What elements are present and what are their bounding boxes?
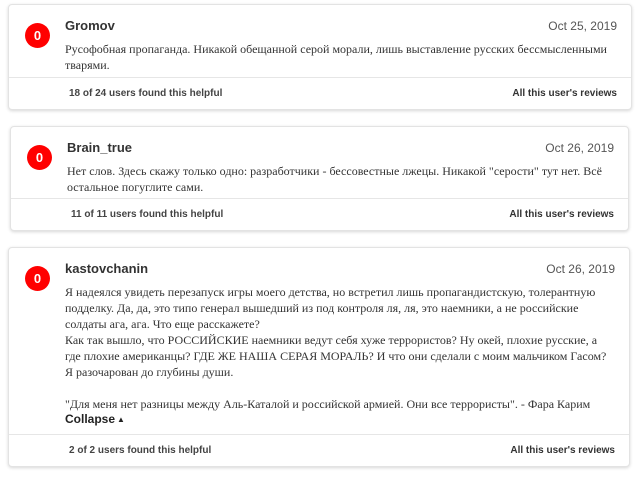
review-footer xyxy=(11,198,628,230)
score-badge: 0 xyxy=(25,23,50,48)
review-date: Oct 26, 2019 xyxy=(545,141,614,155)
all-user-reviews-link[interactable]: All this user's reviews xyxy=(510,445,615,456)
caret-up-icon: ▲ xyxy=(117,415,125,424)
review-date: Oct 25, 2019 xyxy=(548,19,617,33)
review-author[interactable]: Brain_true xyxy=(67,140,133,155)
helpful-count: 18 of 24 users found this helpful xyxy=(69,88,223,99)
review-author[interactable]: kastovchanin xyxy=(65,261,149,276)
score-badge: 0 xyxy=(25,266,50,291)
review-card xyxy=(8,4,632,110)
helpful-count: 11 of 11 users found this helpful xyxy=(71,209,224,220)
review-body: Я надеялся увидеть перезапуск игры моего детства, но встретил лишь пропагандистскую, толерантную подделку. Да, да, это типо генерал вышедший из под контроля ля, ля, это наемники, а не российские солдаты ага, ага. Что еще расскажете? Как так вышло, что РОССИЙСКИЕ наемники ведут себя хуже террористов? Ну окей, плохие русские, а где плохие американцы? ГДЕ ЖЕ НАША СЕРАЯ МОРАЛЬ? И что они сделали с моим мальчиком Гасом? Я разочарован до глубины души. "Для меня нет разницы между Аль-Каталой и российской армией. Они все террористы". - Фара Карим xyxy=(65,285,607,411)
all-user-reviews-link[interactable]: All this user's reviews xyxy=(509,209,614,220)
review-card xyxy=(10,126,629,231)
collapse-button[interactable] xyxy=(65,412,125,426)
score-badge: 0 xyxy=(27,145,52,170)
review-footer xyxy=(9,77,631,109)
review-author[interactable]: Gromov xyxy=(65,18,115,33)
review-body: Русофобная пропаганда. Никакой обещанной серой морали, лишь выставление русских бессмысленными тварями. xyxy=(65,42,607,72)
helpful-count: 2 of 2 users found this helpful xyxy=(69,445,212,456)
review-body: Нет слов. Здесь скажу только одно: разработчики - бессовестные лжецы. Никакой "серости" тут нет. Всё остальное погуглите сами. xyxy=(67,164,602,194)
review-footer xyxy=(9,434,629,466)
collapse-label: Collapse xyxy=(65,412,116,426)
review-date: Oct 26, 2019 xyxy=(546,262,615,276)
review-card xyxy=(8,247,630,467)
all-user-reviews-link[interactable]: All this user's reviews xyxy=(512,88,617,99)
